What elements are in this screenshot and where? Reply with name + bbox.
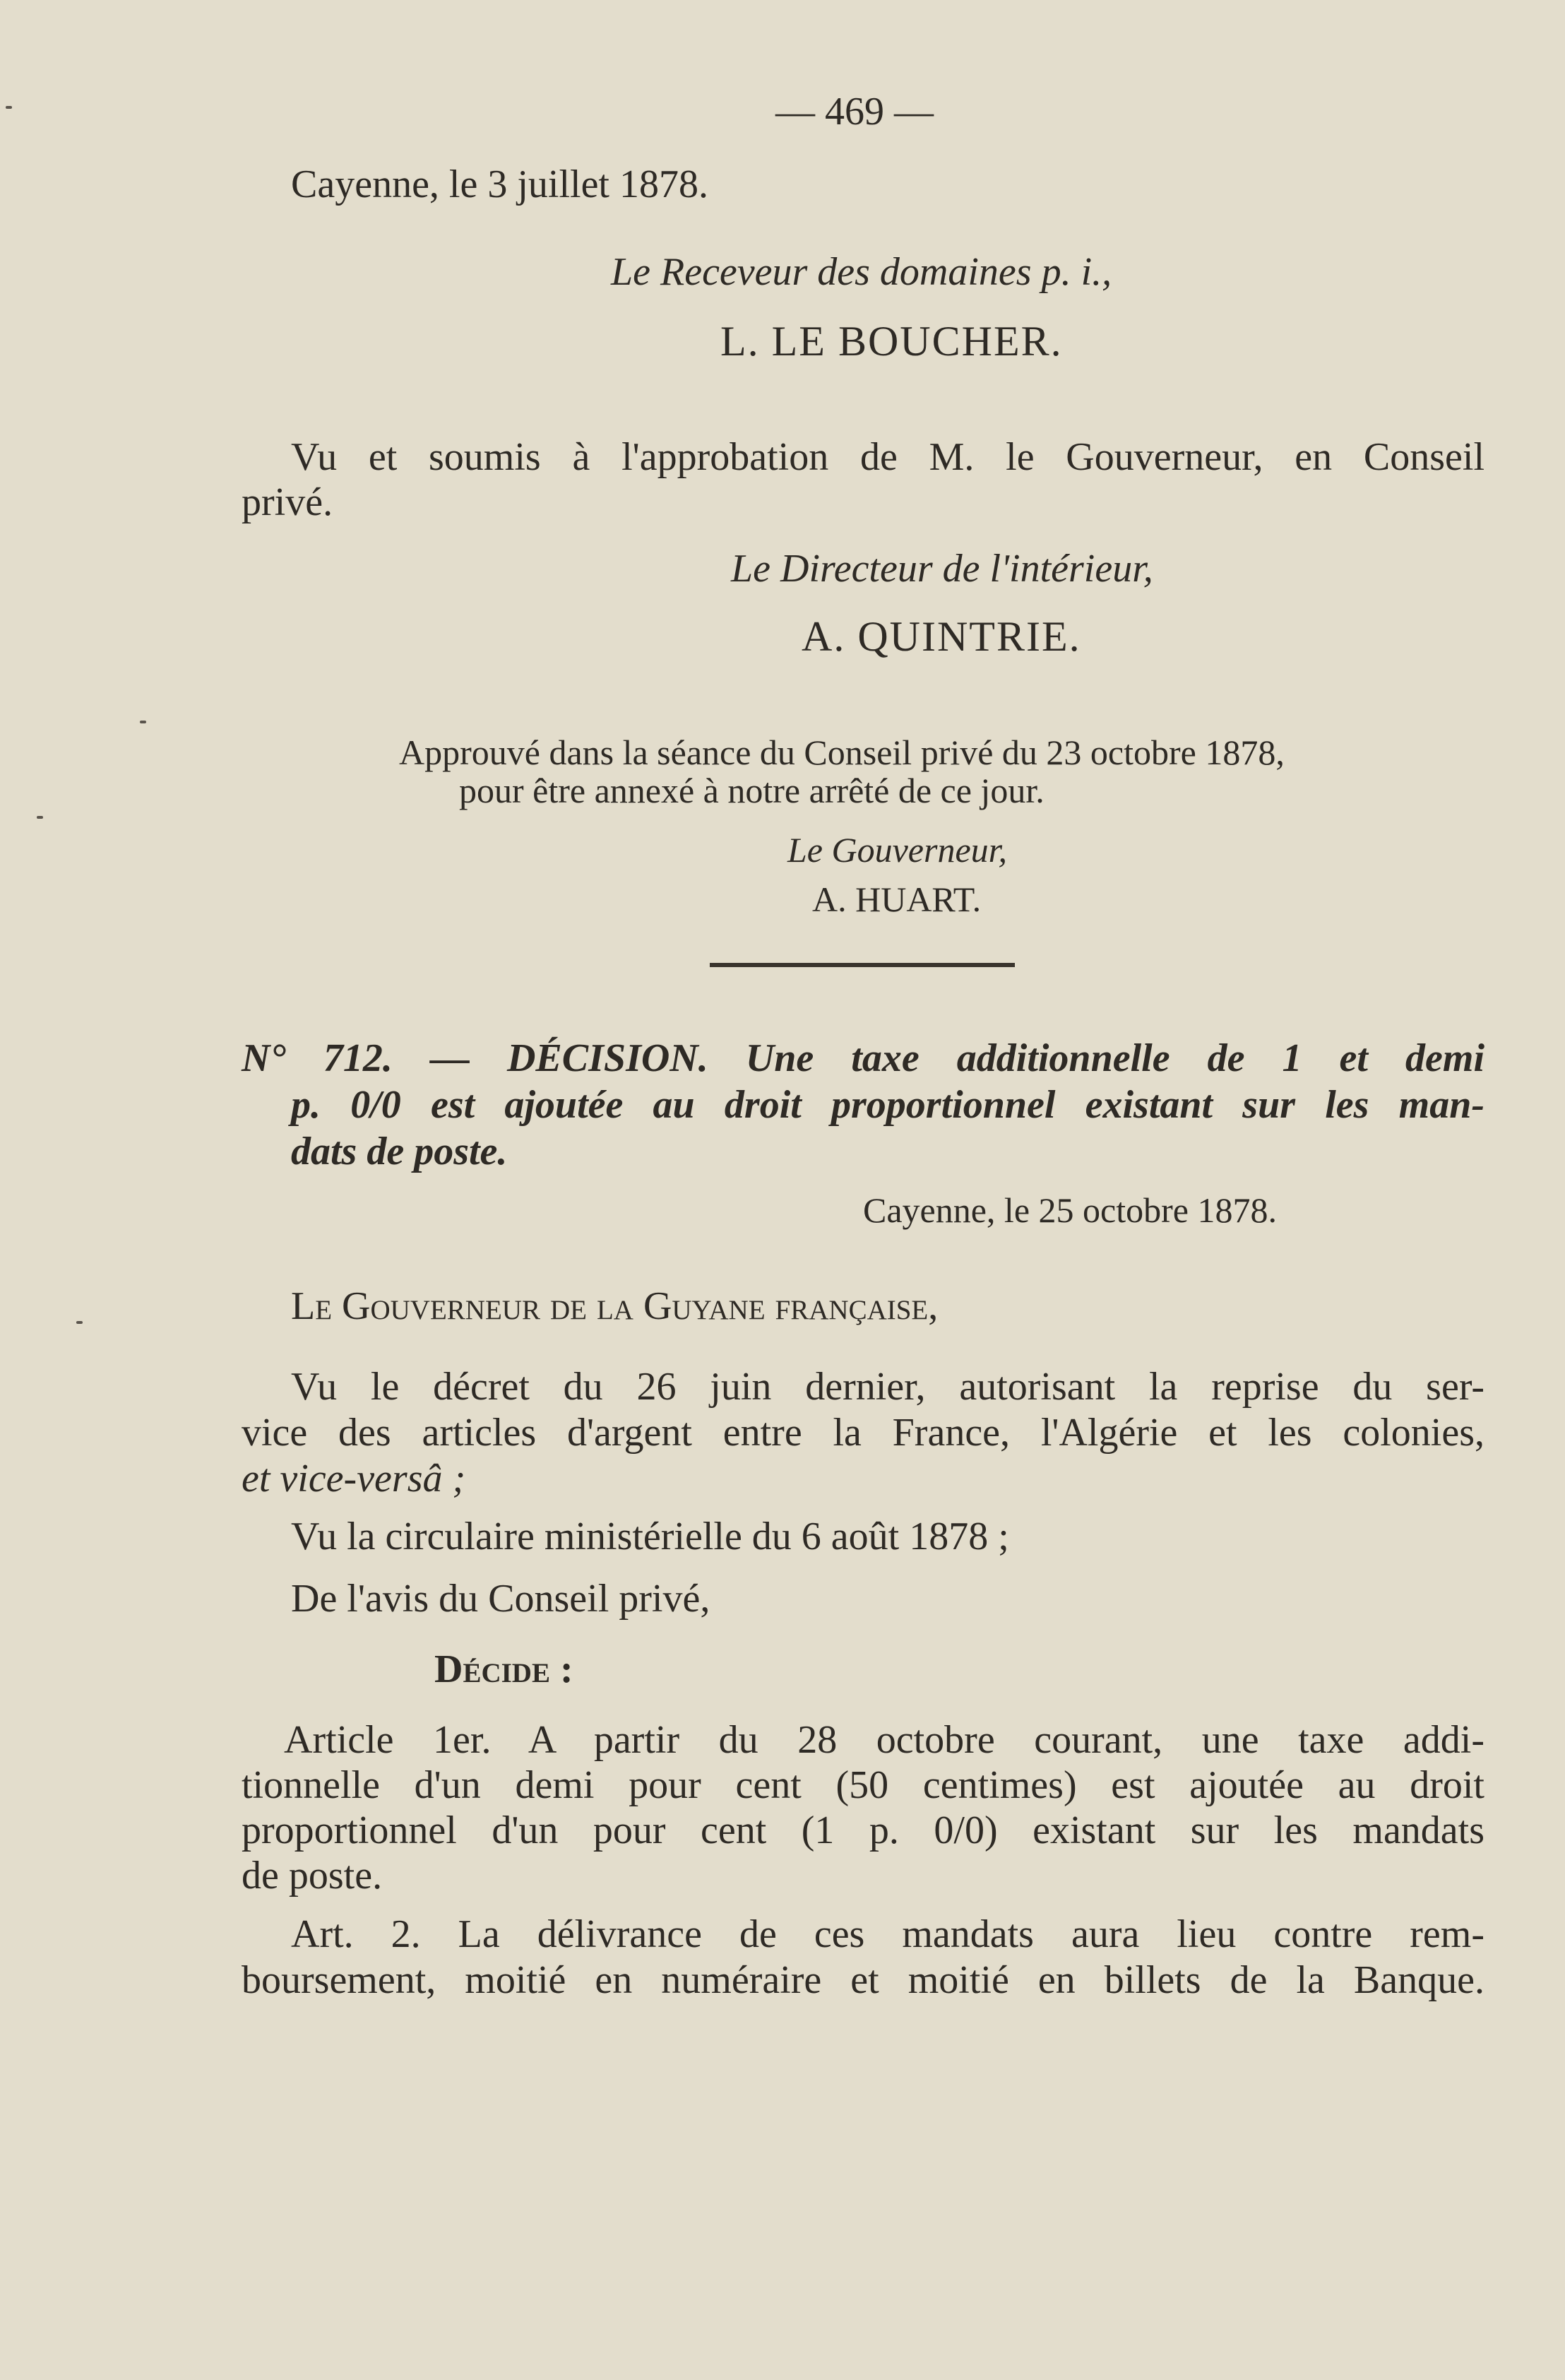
- decides-heading: Décide :: [434, 1647, 573, 1691]
- body-line: vice des articles d'argent entre la France, l'Algérie et les colonies,: [242, 1411, 1484, 1455]
- separator-rule: [710, 963, 1015, 967]
- director-title: Le Directeur de l'intérieur,: [731, 547, 1153, 591]
- governor-title: Le Gouverneur,: [787, 830, 1008, 870]
- decision-dateline: Cayenne, le 25 octobre 1878.: [863, 1190, 1277, 1230]
- signatory-name: L. LE BOUCHER.: [720, 318, 1063, 365]
- body-line: Vu la circulaire ministérielle du 6 août 1878 ;: [291, 1515, 1009, 1558]
- body-line: et vice-versâ ;: [242, 1457, 466, 1500]
- body-line: De l'avis du Conseil privé,: [291, 1577, 710, 1621]
- signatory-title: Le Receveur des domaines p. i.,: [611, 250, 1112, 294]
- dateline: Cayenne, le 3 juillet 1878.: [291, 162, 708, 206]
- article-line: de poste.: [242, 1854, 383, 1898]
- margin-speck: [6, 106, 12, 109]
- approval-note-line: pour être annexé à notre arrêté de ce jour.: [459, 771, 1045, 810]
- approval-text-line: privé.: [242, 480, 333, 524]
- article-line: proportionnel d'un pour cent (1 p. 0/0) existant sur les mandats: [242, 1808, 1484, 1852]
- article-line: Article 1er. A partir du 28 octobre courant, une taxe addi-: [284, 1718, 1484, 1762]
- approval-note-line: Approuvé dans la séance du Conseil privé du 23 octobre 1878,: [399, 733, 1285, 772]
- issuer-line: Le Gouverneur de la Guyane française,: [291, 1284, 939, 1328]
- page-number: — 469 —: [775, 90, 934, 134]
- decision-heading-line: dats de poste.: [291, 1130, 508, 1173]
- article-line: tionnelle d'un demi pour cent (50 centimes) est ajoutée au droit: [242, 1763, 1484, 1807]
- margin-speck: [76, 1321, 83, 1324]
- governor-name: A. HUART.: [812, 880, 982, 919]
- article-line: Art. 2. La délivrance de ces mandats aura lieu contre rem-: [291, 1912, 1484, 1956]
- director-name: A. QUINTRIE.: [802, 613, 1081, 660]
- margin-speck: [140, 721, 146, 723]
- body-line: Vu le décret du 26 juin dernier, autorisant la reprise du ser-: [291, 1365, 1484, 1409]
- article-line: boursement, moitié en numéraire et moitié en billets de la Banque.: [242, 1958, 1484, 2002]
- margin-speck: [37, 816, 43, 819]
- decision-heading-line: p. 0/0 est ajoutée au droit proportionnel existant sur les man-: [291, 1083, 1484, 1127]
- decision-heading-line: N° 712. — DÉCISION. Une taxe additionnelle de 1 et demi: [242, 1036, 1484, 1080]
- approval-text-line: Vu et soumis à l'approbation de M. le Gouverneur, en Conseil: [291, 435, 1484, 479]
